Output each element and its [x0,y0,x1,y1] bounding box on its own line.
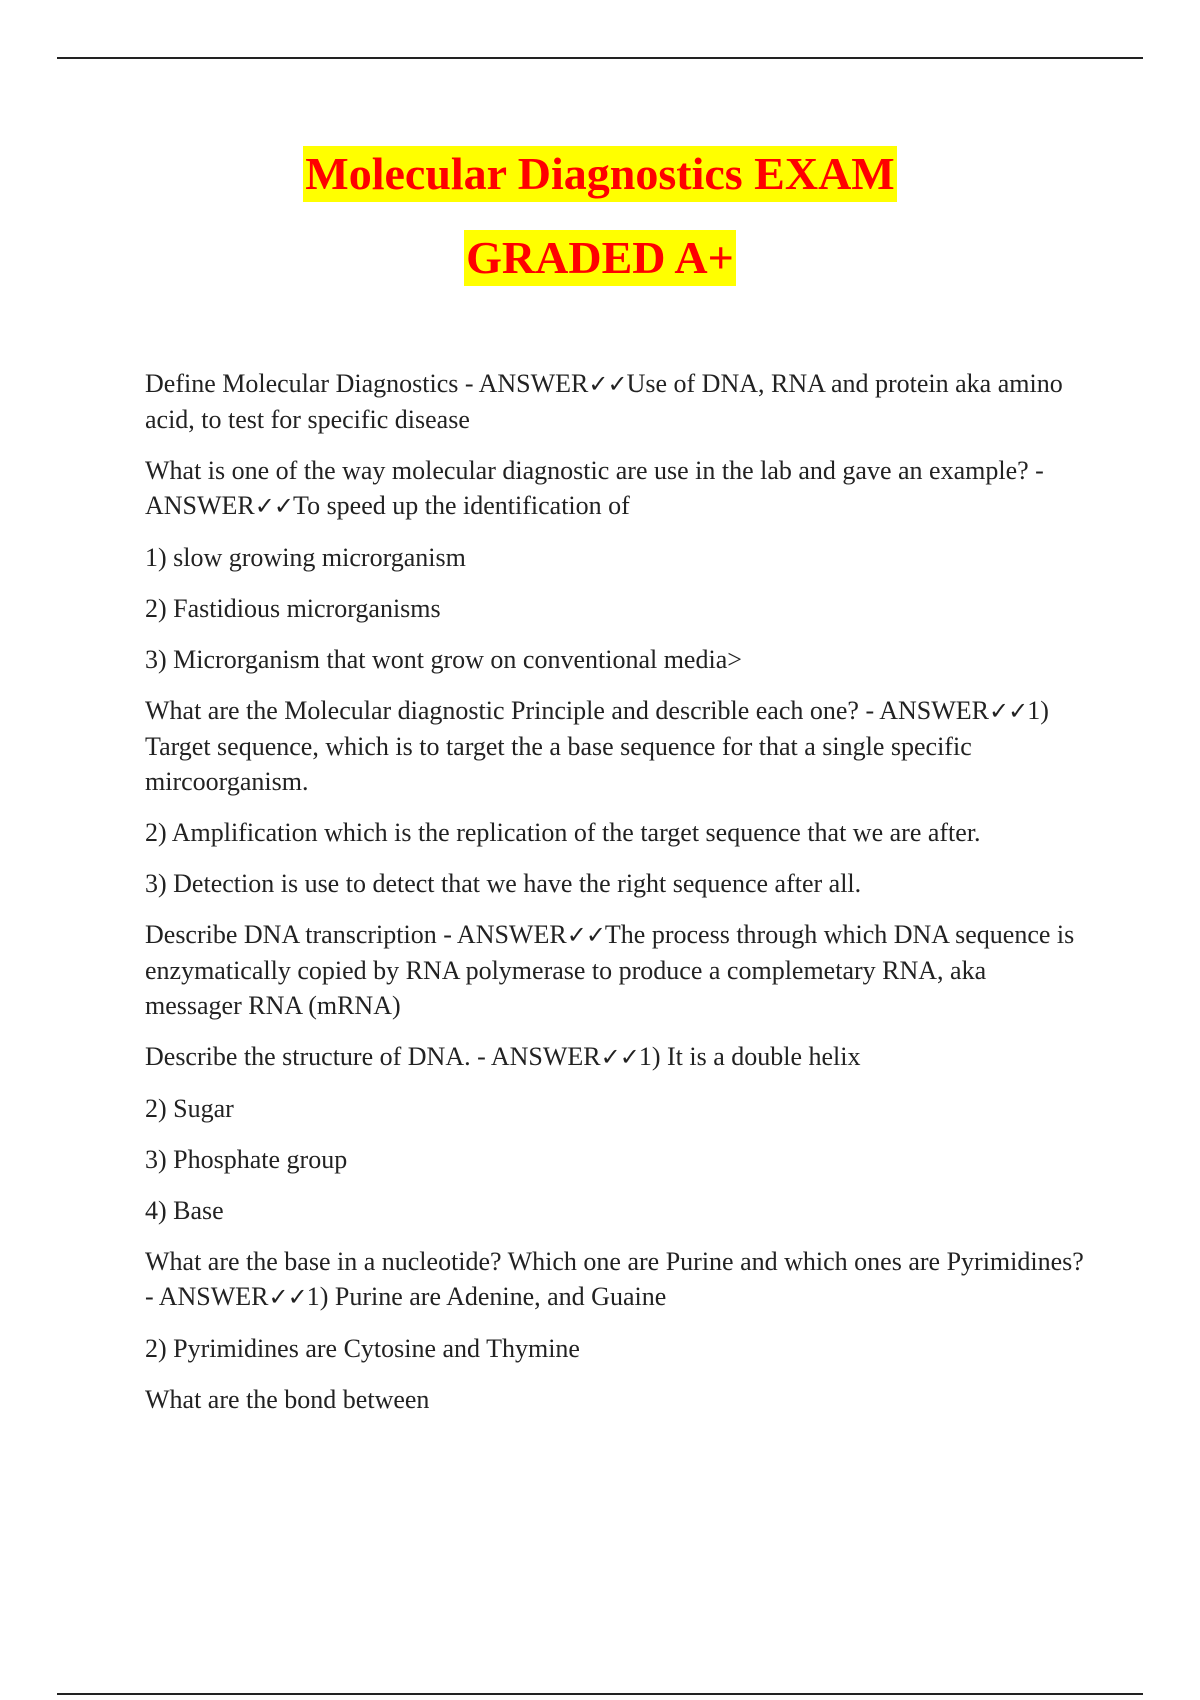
qa-paragraph-6 [145,1244,1085,1315]
list-item: 3) Microrganism that wont grow on conventional media> [145,645,742,674]
qa-paragraph-1 [145,366,1085,437]
trailing-question: What are the bond between [145,1385,430,1414]
list-item: 2) Amplification which is the replication of the target sequence that we are after. [145,818,981,847]
question-text: Define Molecular Diagnostics - ANSWER [145,369,589,398]
list-item: 2) Fastidious microrganisms [145,594,441,623]
list-item: 4) Base [145,1196,224,1225]
title-text-1: Molecular Diagnostics EXAM [303,146,896,202]
answer-text: 1) Purine are Adenine, and Guaine [306,1282,667,1311]
list-item: 3) Detection is use to detect that we have the right sequence after all. [145,869,862,898]
question-text: What is one of the way molecular diagnostic are use in the lab and gave an example? - ANSWER [145,456,1044,520]
list-item: 1) slow growing microrganism [145,543,466,572]
check-mark-icon: ✓✓ [268,1283,307,1311]
list-item: 3) Phosphate group [145,1145,348,1174]
title-line-2 [0,230,1200,314]
check-mark-icon: ✓✓ [588,370,627,398]
qa-paragraph-2 [145,453,1085,524]
question-text: Describe the structure of DNA. - ANSWER [145,1042,601,1071]
qa-paragraph-5 [145,1039,1085,1075]
answer-text: To speed up the identification of [293,491,630,520]
question-text: Describe DNA transcription - ANSWER [145,920,567,949]
answer-text: Use of DNA, RNA and protein aka amino acid, to test for specific disease [145,369,1063,434]
question-text: What are the Molecular diagnostic Principle and describle each one? - ANSWER [145,696,989,725]
question-text: What are the base in a nucleotide? Which one are Purine and which ones are Pyrimidines? - ANSWER [145,1247,1084,1311]
bottom-rule [57,1693,1143,1695]
list-item: 2) Pyrimidines are Cytosine and Thymine [145,1334,580,1363]
answer-text: 1) It is a double helix [638,1042,861,1071]
list-item: 2) Sugar [145,1094,234,1123]
title-text-2: GRADED A+ [464,230,736,286]
check-mark-icon: ✓✓ [600,1043,639,1071]
answer-text: 1) Target sequence, which is to target the a base sequence for that a single specific mircoorganism. [145,696,1049,796]
title-line-1 [0,146,1200,230]
document-body [145,366,1085,1433]
top-rule [57,57,1143,59]
qa-paragraph-4 [145,917,1085,1023]
qa-paragraph-3 [145,693,1085,799]
answer-text: The process through which DNA sequence is enzymatically copied by RNA polymerase to produce a complemetary RNA, aka messager RNA (mRNA) [145,920,1075,1020]
document-title [0,146,1200,314]
check-mark-icon: ✓✓ [566,921,605,949]
check-mark-icon: ✓✓ [254,492,293,520]
check-mark-icon: ✓✓ [988,697,1028,725]
